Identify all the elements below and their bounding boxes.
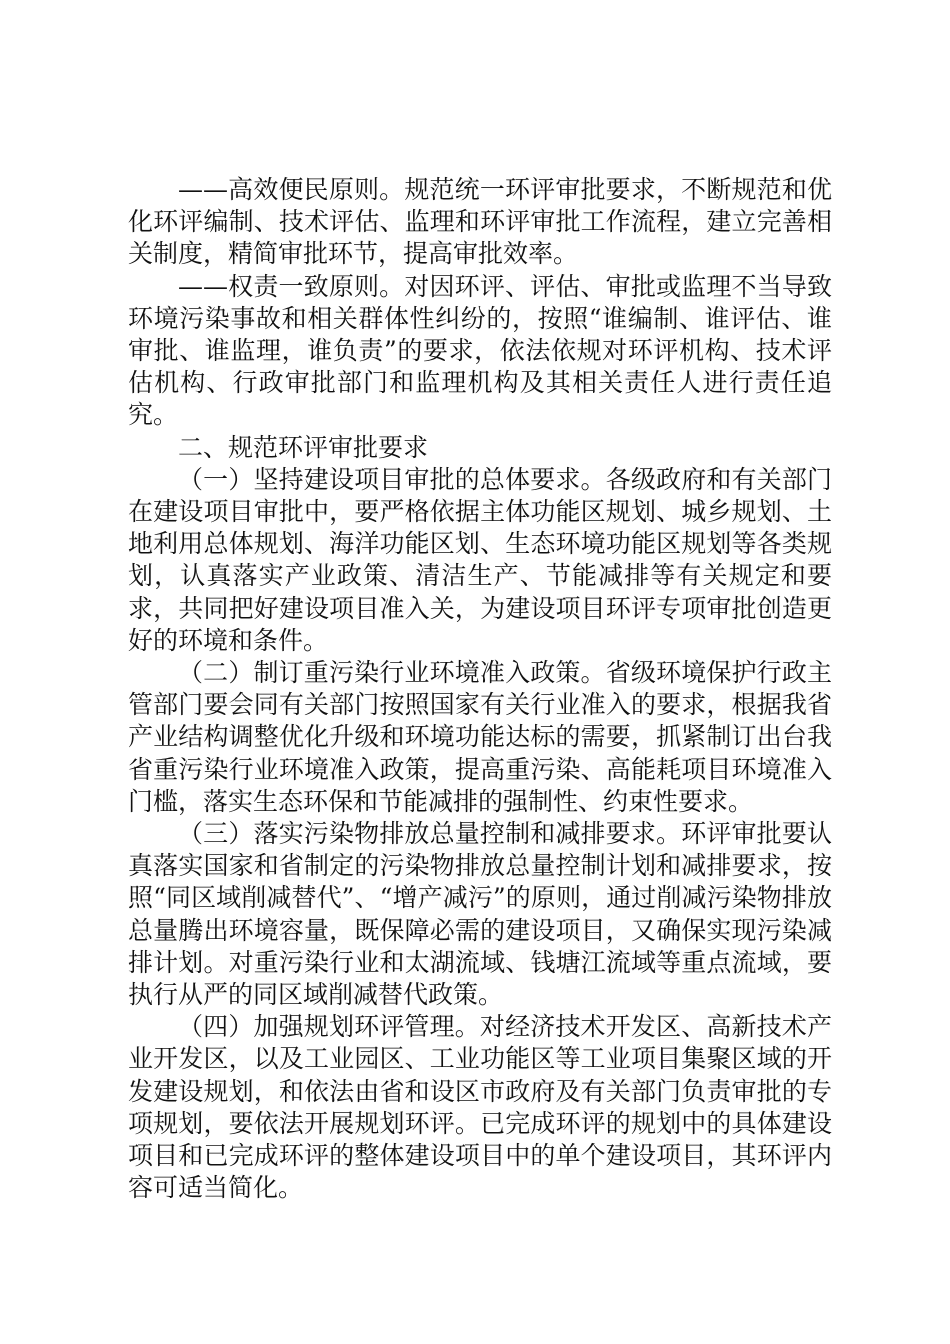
section-heading: 二、规范环评审批要求 (178, 432, 429, 462)
paragraph-item-4: （四）加强规划环评管理。对经济技术开发区、高新技术产业开发区，以及工业园区、工业功能区等工业项目集聚区域的开发建设规划，和依法由省和设区市政府及有关部门负责审批的专项规划，要依法开展规划环评。已完成环评的规划中的具体建设项目和已完成环评的整体建设项目中的单个建设项目，其环评内容可适当简化。 (128, 1012, 832, 1203)
paragraph-item-3: （三）落实污染物排放总量控制和减排要求。环评审批要认真落实国家和省制定的污染物排放总量控制计划和减排要求，按照“同区域削减替代”、“增产减污”的原则，通过削减污染物排放总量腾出环境容量，既保障必需的建设项目，又确保实现污染减排计划。对重污染行业和太湖流域、钱塘江流域等重点流域，要执行从严的同区域削减替代政策。 (128, 819, 832, 1010)
paragraph-item-1: （一）坚持建设项目审批的总体要求。各级政府和有关部门在建设项目审批中，要严格依据主体功能区规划、城乡规划、土地利用总体规划、海洋功能区划、生态环境功能区规划等各类规划，认真落实产业政策、清洁生产、节能减排等有关规定和要求，共同把好建设项目准入关，为建设项目环评专项审批创造更好的环境和条件。 (128, 464, 832, 655)
document-body (128, 174, 832, 1205)
paragraph-item-2: （二）制订重污染行业环境准入政策。省级环境保护行政主管部门要会同有关部门按照国家有关行业准入的要求，根据我省产业结构调整优化升级和环境功能达标的需要，抓紧制订出台我省重污染行业环境准入政策，提高重污染、高能耗项目环境准入门槛，落实生态环保和节能减排的强制性、约束性要求。 (128, 658, 832, 816)
paragraph-accountability-principle: ——权责一致原则。对因环评、评估、审批或监理不当导致环境污染事故和相关群体性纠纷的，按照“谁编制、谁评估、谁审批、谁监理，谁负责”的要求，依法依规对环评机构、技术评估机构、行政审批部门和监理机构及其相关责任人进行责任追究。 (128, 271, 832, 430)
paragraph-efficiency-principle: ——高效便民原则。规范统一环评审批要求，不断规范和优化环评编制、技术评估、监理和环评审批工作流程，建立完善相关制度，精简审批环节，提高审批效率。 (128, 175, 832, 269)
